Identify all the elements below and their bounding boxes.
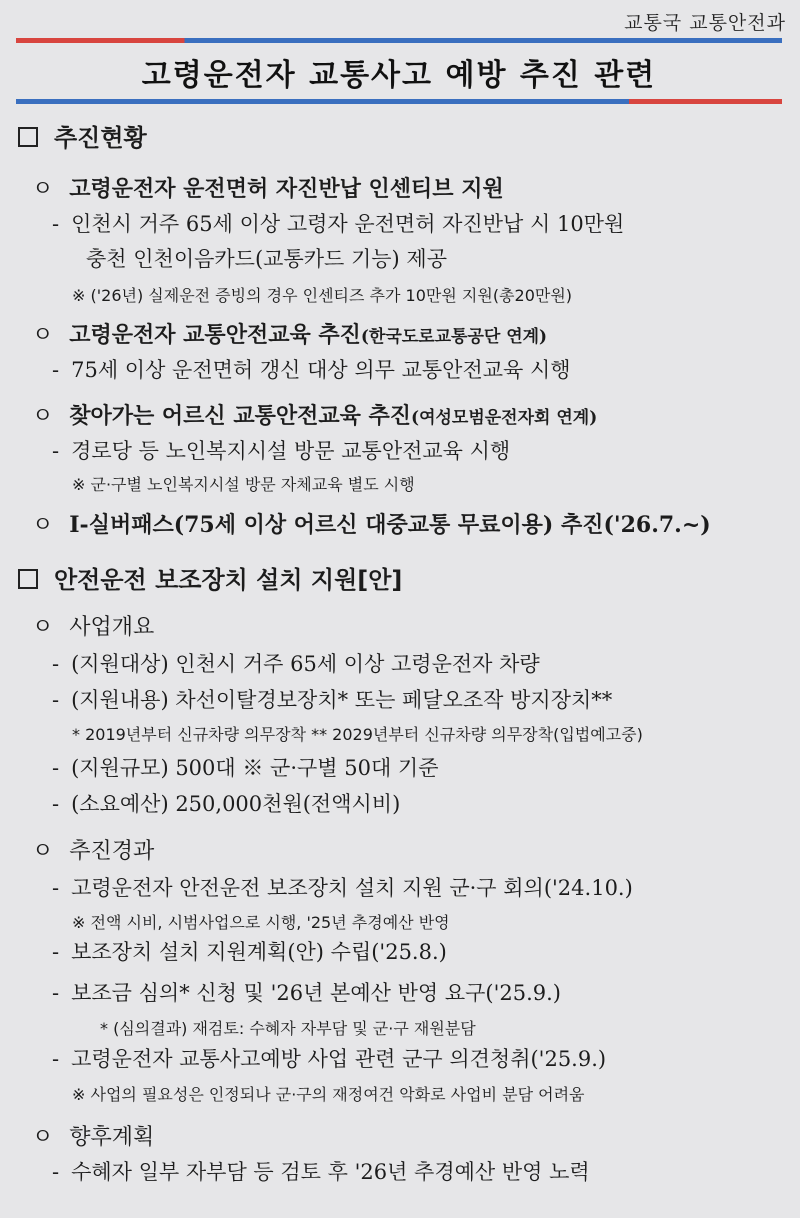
status-note: ※ ('26년) 실제운전 증빙의 경우 인센티즈 추가 10만원 지원(총20만원) [72,286,573,305]
progress-note: * (심의결과) 재검토: 수혜자 자부담 및 군·구 재원분담 [100,1019,476,1038]
title-rule-bottom [16,99,782,104]
circle-bullet-icon: ㅇ [32,1125,54,1150]
progress-item: - 보조장치 설치 지원계획(안) 수립('25.8.) [52,940,447,964]
status-detail-line-cont: 충천 인천이음카드(교통카드 기능) 제공 [86,247,447,271]
circle-bullet-icon: ㅇ [32,615,54,640]
status-detail-line: - 경로당 등 노인복지시설 방문 교통안전교육 시행 [52,439,511,463]
department-label: 교통국 교통안전과 [624,12,786,34]
progress-item: - 고령운전자 교통사고예방 사업 관련 군구 의견청취('25.9.) [52,1047,607,1071]
overview-budget: - (소요예산) 250,000천원(전액시비) [52,792,401,816]
progress-note: ※ 전액 시비, 시범사업으로 시행, '25년 추경예산 반영 [72,913,450,932]
progress-heading: ㅇ 추진경과 [32,839,155,864]
circle-bullet-icon: ㅇ [32,404,54,429]
status-detail-line: - 75세 이상 운전면허 갱신 대상 의무 교통안전교육 시행 [52,358,571,382]
status-item-safety-education: ㅇ 고령운전자 교통안전교육 추진(한국도로교통공단 연계) [32,322,548,348]
page-title: 고령운전자 교통사고 예방 추진 관련 [141,58,657,93]
circle-bullet-icon: ㅇ [32,323,54,348]
title-bar [16,38,782,104]
progress-note: ※ 사업의 필요성은 인정되나 군·구의 재정여건 악화로 사업비 분담 어려움 [72,1085,585,1104]
progress-item: - 고령운전자 안전운전 보조장치 설치 지원 군·구 회의('24.10.) [52,876,633,900]
circle-bullet-icon: ㅇ [32,513,54,538]
title-rule-top [16,38,782,43]
checkbox-square-icon [18,569,38,589]
circle-bullet-icon: ㅇ [32,839,54,864]
checkbox-square-icon [18,127,38,147]
overview-scale: - (지원규모) 500대 ※ 군·구별 50대 기준 [52,756,439,780]
status-note: ※ 군·구별 노인복지시설 방문 자체교육 별도 시행 [72,475,415,494]
plan-item: - 수혜자 일부 자부담 등 검토 후 '26년 추경예산 반영 노력 [52,1160,590,1184]
progress-item: - 보조금 심의* 신청 및 '26년 본예산 반영 요구('25.9.) [52,981,561,1005]
overview-target: - (지원대상) 인천시 거주 65세 이상 고령운전자 차량 [52,652,540,676]
overview-heading: ㅇ 사업개요 [32,615,155,640]
status-detail-line: - 인천시 거주 65세 이상 고령자 운전면허 자진반납 시 10만원 [52,212,625,236]
status-item-visiting-education: ㅇ 찾아가는 어르신 교통안전교육 추진(여성모범운전자회 연계) [32,403,598,429]
plan-heading: ㅇ 향후계획 [32,1125,155,1150]
overview-content: - (지원내용) 차선이탈경보장치* 또는 페달오조작 방지장치** [52,688,613,712]
overview-content-note: * 2019년부터 신규차량 의무장착 ** 2029년부터 신규차량 의무장착(입법예고중) [72,725,643,744]
section-heading-status: 추진현황 [18,118,147,153]
status-item-silver-pass: ㅇ I-실버패스(75세 이상 어르신 대중교통 무료이용) 추진('26.7.~) [32,512,711,538]
section-heading-support: 안전운전 보조장치 설치 지원[안] [18,560,402,595]
status-item-license-return: ㅇ 고령운전자 운전면허 자진반납 인센티브 지원 [32,176,504,202]
circle-bullet-icon: ㅇ [32,177,54,202]
